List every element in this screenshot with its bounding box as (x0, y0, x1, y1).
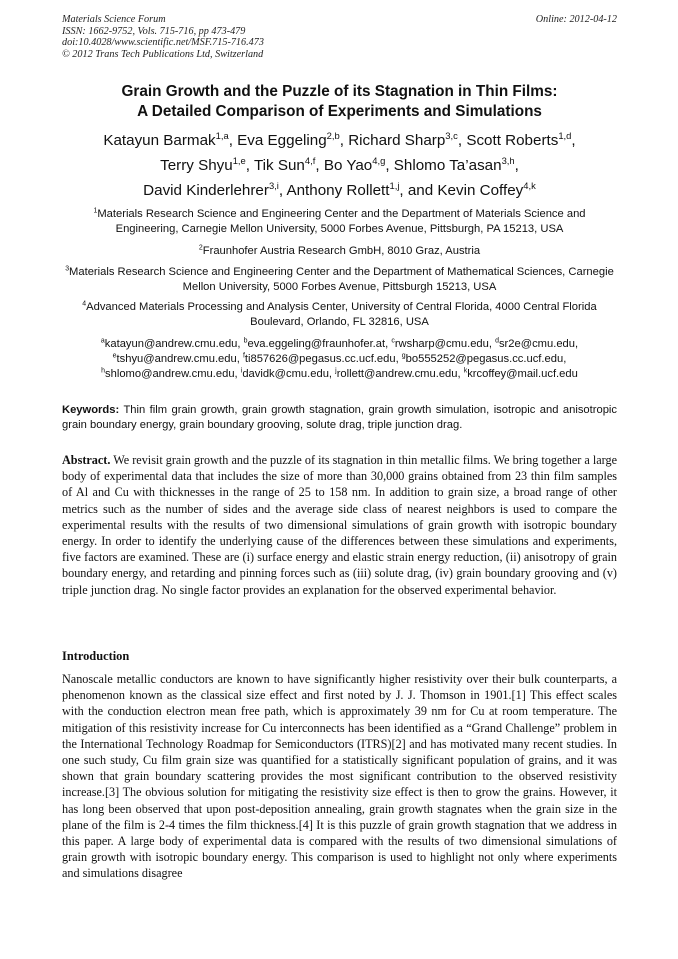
author-separator: , (278, 182, 287, 199)
email-marker: d (495, 337, 499, 345)
email-marker: i (240, 367, 243, 375)
affiliation-text: Materials Research Science and Engineering Center and the Department of Materials Science and Engineering, Carnegie Mellon University, 5000 Forbes Avenue, Pittsburgh, PA 15213, USA (97, 208, 586, 235)
email-address[interactable]: bo555252@pegasus.cc.ucf.edu (405, 353, 564, 366)
email-separator: , (234, 368, 241, 381)
author-affiliation-marker: 4,f (304, 154, 316, 166)
author-affiliation-marker: 4,k (523, 179, 536, 191)
email-separator: , (395, 353, 402, 366)
author-name: Eva Eggeling (237, 132, 327, 149)
title-line-1: Grain Growth and the Puzzle of its Stagnation in Thin Films: (121, 83, 558, 100)
email-list (62, 337, 617, 383)
affiliation-4 (62, 300, 617, 329)
email-address[interactable]: ti857626@pegasus.cc.ucf.edu (244, 353, 396, 366)
affiliation-marker: 2 (198, 244, 203, 252)
keywords-block (62, 403, 617, 432)
email-marker: a (100, 337, 105, 345)
affiliation-text: Advanced Materials Processing and Analysis Center, University of Central Florida, 4000 Central Florida Boulevard, Orlando, FL 32816, USA (86, 301, 597, 328)
author-name: Anthony Rollett (286, 182, 390, 199)
email-marker: j (335, 367, 337, 375)
author-separator: , (385, 157, 394, 174)
author-affiliation-marker: 4,g (372, 154, 386, 166)
section-heading-introduction: Introduction (62, 649, 130, 663)
author-separator: , (457, 132, 467, 149)
affiliation-1 (62, 207, 617, 236)
author-name: David Kinderlehrer (143, 182, 269, 199)
author-name: Terry Shyu (160, 157, 233, 174)
abstract-block (62, 452, 617, 598)
introduction-paragraph: Nanoscale metallic conductors are known to have significantly higher resistivity over their bulk counterparts, a phenomenon known as the classical size effect and first noted by J. J. Thomson in 1901.[1] This effect scales with the conduction electron mean free path, which is approximately 39 nm for Cu at room temperature. The mitigation of this resistivity increase for Cu interconnects has been identified as a “Grand Challenge” problem in the International Technology Roadmap for Semiconductors (ITRS)[2] and has motivated many recent studies. In one such study, Cu film grain size was quantified for a statistically significant population of grains, and it was shown that grain boundary scattering provides the most significant contribution to the observed resistivity increase.[3] The obvious solution for mitigating the resistivity size effect is then to grow the grains. However, it has long been observed that upon post-deposition annealing, grain growth stagnates when the grain size in the plane of the film is 2-4 times the film thickness.[4] It is this puzzle of grain growth stagnation that we address in this paper. A large body of experimental data is compared with the results of two dimensional simulations of grain growth with isotropic boundary energy. This comparison is used to highlight not only where experiments and simulations disagree (62, 672, 617, 881)
affiliation-marker: 4 (82, 300, 87, 308)
author-name: Richard Sharp (348, 132, 446, 149)
author-affiliation-marker: 1,d (558, 129, 572, 141)
email-marker: e (112, 352, 117, 360)
abstract-label: Abstract. (62, 453, 111, 467)
author-separator: , (228, 132, 238, 149)
affiliation-marker: 1 (93, 207, 98, 215)
author-affiliation-marker: 3,c (445, 129, 458, 141)
email-marker: b (243, 337, 248, 345)
email-address[interactable]: katayun@andrew.cmu.edu (104, 338, 238, 350)
author-name: Tik Sun (253, 157, 305, 174)
author-name: Shlomo Ta’asan (393, 157, 502, 174)
author-separator: , (571, 132, 576, 149)
affiliation-2 (62, 244, 617, 259)
email-marker: f (242, 352, 245, 360)
email-address[interactable]: shlomo@andrew.cmu.edu (105, 368, 235, 381)
email-marker: k (463, 367, 468, 375)
email-address[interactable]: tshyu@andrew.cmu.edu (116, 353, 237, 366)
author-name: Katayun Barmak (103, 132, 216, 149)
author-name: Kevin Coffey (437, 182, 524, 199)
email-address[interactable]: rollett@andrew.cmu.edu (336, 368, 458, 381)
author-affiliation-marker: 3,i (268, 179, 279, 191)
email-separator: , (328, 368, 336, 381)
journal-name: Materials Science Forum (62, 14, 166, 25)
online-date: Online: 2012-04-12 (535, 14, 617, 25)
author-affiliation-marker: 2,b (326, 129, 340, 141)
abstract-text: We revisit grain growth and the puzzle of its stagnation in thin metallic films. We bring together a large body of experimental data that includes the size of more than 30,000 grains obtained from 23 thin film samples of Al and Cu with thicknesses in the range of 25 to 158 nm. In addition to grain size, a broad range of other metrics such as the number of sides and the average side class of nearest neighbors is used to compare the experimental results with the results of two dimensional simulations of grain growth with isotropic boundary energy. In order to identify the underlying cause of the differences between these simulations and experiments, five factors are examined. These are (i) surface energy and elastic strain energy reduction, (ii) anisotropy of grain boundary energy, and retarding and pinning forces such as (iii) solute drag, (iv) grain boundary grooving and (v) triple junction drag. No single factor provides an explanation for the observed experimental behavior. (62, 453, 617, 597)
author-affiliation-marker: 1,e (232, 154, 246, 166)
email-separator: , (563, 353, 567, 366)
author-name: Bo Yao (323, 157, 373, 174)
paper-title (62, 82, 617, 122)
email-marker: h (101, 367, 106, 375)
affiliation-text: Materials Research Science and Engineering Center and the Department of Mathematical Sciences, Carnegie Mellon University, 5000 Forbes Avenue, Pittsburgh 15213, USA (69, 266, 614, 293)
author-affiliation-marker: 1,j (389, 179, 400, 191)
copyright-line: © 2012 Trans Tech Publications Ltd, Switzerland (62, 48, 264, 60)
author-list (62, 128, 617, 203)
author-affiliation-marker: 1,a (215, 129, 229, 141)
email-separator: , (488, 338, 496, 350)
author-name: Scott Roberts (466, 132, 559, 149)
affiliation-3 (62, 265, 617, 294)
email-address[interactable]: krcoffey@mail.ucf.edu (467, 368, 578, 381)
author-separator: , (514, 157, 519, 174)
email-separator: , (236, 353, 243, 366)
keywords-label: Keywords: (62, 404, 120, 416)
email-address[interactable]: rwsharp@cmu.edu (394, 338, 489, 350)
author-separator: , (315, 157, 324, 174)
email-address[interactable]: davidk@cmu.edu (242, 368, 329, 381)
email-address[interactable]: eva.eggeling@fraunhofer.at (247, 338, 386, 350)
journal-header (62, 14, 617, 60)
author-separator: , (245, 157, 254, 174)
email-address[interactable]: sr2e@cmu.edu (498, 338, 575, 350)
email-marker: c (391, 337, 395, 345)
affiliation-text: Fraunhofer Austria Research GmbH, 8010 Graz, Austria (202, 245, 481, 257)
keywords-text: Thin film grain growth, grain growth stagnation, grain growth simulation, isotropic and anisotropic grain boundary energy, grain boundary grooving, solute drag, triple junction drag. (62, 404, 618, 431)
email-marker: g (401, 352, 406, 360)
email-separator: , (574, 338, 579, 350)
issn-line: ISSN: 1662-9752, Vols. 715-716, pp 473-479 (62, 25, 246, 37)
email-separator: , (457, 368, 464, 381)
author-separator: , and (399, 182, 438, 199)
affiliation-marker: 3 (65, 265, 70, 273)
email-separator: , (385, 338, 392, 350)
author-separator: , (339, 132, 349, 149)
email-separator: , (237, 338, 244, 350)
title-line-2: A Detailed Comparison of Experiments and Simulations (137, 103, 542, 120)
author-affiliation-marker: 3,h (501, 154, 515, 166)
doi-line: doi:10.4028/www.scientific.net/MSF.715-716.473 (62, 37, 264, 49)
